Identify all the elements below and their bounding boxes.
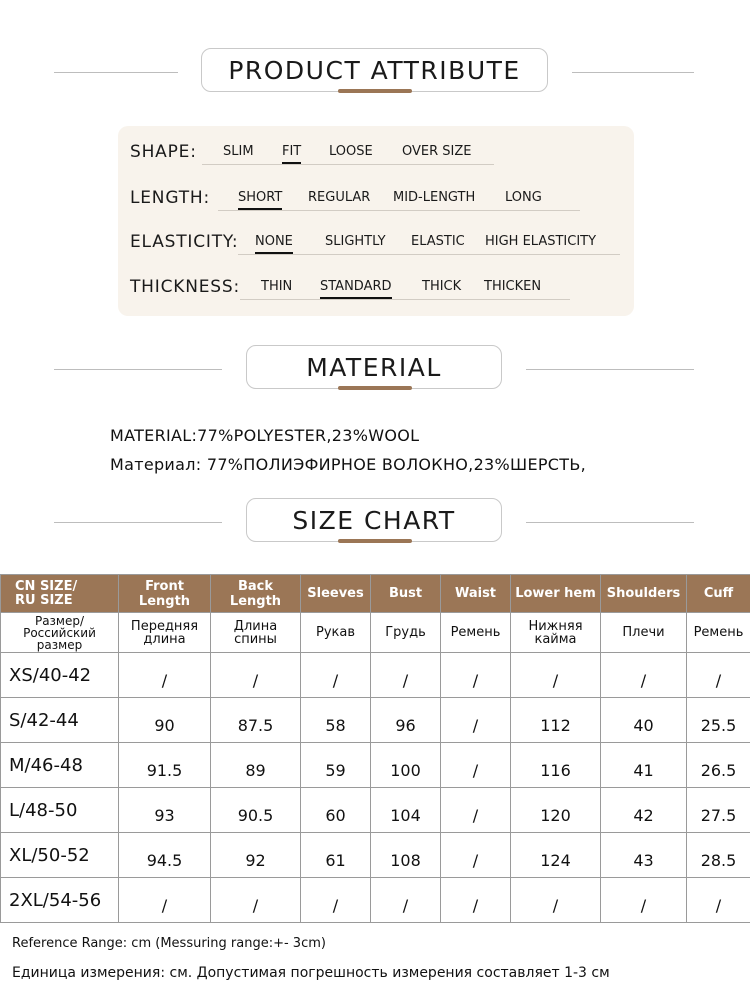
value-cell: / <box>301 653 371 698</box>
size-chart-table <box>0 574 750 923</box>
value-cell: / <box>441 878 511 923</box>
value-cell: 93 <box>119 788 211 833</box>
product-attribute-title: PRODUCT ATTRIBUTE <box>201 48 548 92</box>
attr-label: ELASTICITY: <box>130 232 239 252</box>
value-cell: / <box>441 833 511 878</box>
value-cell: 42 <box>601 788 687 833</box>
value-cell: 104 <box>371 788 441 833</box>
table-row <box>1 788 750 833</box>
header-back-length: Back Length <box>211 575 301 613</box>
attr-option: SLIM <box>223 144 254 159</box>
material-en: MATERIAL:77%POLYESTER,23%WOOL <box>110 426 420 445</box>
value-cell: 27.5 <box>687 788 750 833</box>
value-cell: / <box>441 788 511 833</box>
header-cuff: Cuff <box>687 575 750 613</box>
attr-option: LOOSE <box>329 144 373 159</box>
material-ru: Материал: 77%ПОЛИЭФИРНОЕ ВОЛОКНО,23%ШЕРСТЬ, <box>110 455 587 474</box>
value-cell: 28.5 <box>687 833 750 878</box>
size-cell: M/46-48 <box>1 743 119 788</box>
size-chart-title: SIZE CHART <box>246 498 502 542</box>
attr-option-selected: NONE <box>255 234 293 249</box>
attr-label: SHAPE: <box>130 142 197 162</box>
table-row <box>1 743 750 788</box>
header-cn-ru-size: CN SIZE/ RU SIZE <box>1 575 119 613</box>
value-cell: / <box>211 653 301 698</box>
header-ru-cell: Передняя длина <box>119 613 211 653</box>
value-cell: 59 <box>301 743 371 788</box>
material-title: MATERIAL <box>246 345 502 389</box>
value-cell: / <box>441 698 511 743</box>
value-cell: 94.5 <box>119 833 211 878</box>
value-cell: 112 <box>511 698 601 743</box>
table-header-row <box>1 575 750 613</box>
value-cell: 91.5 <box>119 743 211 788</box>
attr-row-thickness <box>118 273 634 303</box>
attr-option-selected: STANDARD <box>320 279 392 294</box>
header-ru-cell: Нижняя кайма <box>511 613 601 653</box>
value-cell: 58 <box>301 698 371 743</box>
size-cell: XL/50-52 <box>1 833 119 878</box>
attr-label: LENGTH: <box>130 188 210 208</box>
table-row <box>1 833 750 878</box>
header-accent <box>338 539 412 543</box>
header-sleeves: Sleeves <box>301 575 371 613</box>
value-cell: 25.5 <box>687 698 750 743</box>
value-cell: / <box>511 653 601 698</box>
attribute-panel <box>118 126 634 316</box>
attr-rule <box>238 254 620 255</box>
value-cell: 124 <box>511 833 601 878</box>
value-cell: / <box>371 653 441 698</box>
attr-label: THICKNESS: <box>130 277 240 297</box>
attr-rule <box>202 164 494 165</box>
value-cell: 90.5 <box>211 788 301 833</box>
value-cell: / <box>301 878 371 923</box>
size-cell: L/48-50 <box>1 788 119 833</box>
attr-option: SLIGHTLY <box>325 234 386 249</box>
value-cell: / <box>511 878 601 923</box>
header-ru-cell: Плечи <box>601 613 687 653</box>
attr-option: OVER SIZE <box>402 144 472 159</box>
header-rule-left <box>54 369 222 370</box>
value-cell: 43 <box>601 833 687 878</box>
value-cell: 120 <box>511 788 601 833</box>
value-cell: 87.5 <box>211 698 301 743</box>
value-cell: / <box>687 653 750 698</box>
table-row <box>1 698 750 743</box>
value-cell: / <box>211 878 301 923</box>
header-ru-cell: Рукав <box>301 613 371 653</box>
attr-row-shape <box>118 138 634 168</box>
attr-option: MID-LENGTH <box>393 190 476 205</box>
header-rule-right <box>526 369 694 370</box>
value-cell: 60 <box>301 788 371 833</box>
attr-option-selected: SHORT <box>238 190 283 205</box>
header-accent <box>338 386 412 390</box>
value-cell: / <box>119 878 211 923</box>
size-chart-header <box>0 498 750 548</box>
header-front-length: Front Length <box>119 575 211 613</box>
table-row <box>1 878 750 923</box>
header-rule-right <box>572 72 694 73</box>
value-cell: / <box>601 653 687 698</box>
header-ru-cell: Длина спины <box>211 613 301 653</box>
value-cell: 26.5 <box>687 743 750 788</box>
header-lower-hem: Lower hem <box>511 575 601 613</box>
header-rule-left <box>54 522 222 523</box>
value-cell: / <box>441 743 511 788</box>
reference-range-ru: Единица измерения: см. Допустимая погрешность измерения составляет 1-3 см <box>12 965 610 981</box>
attr-rule <box>240 299 570 300</box>
value-cell: / <box>119 653 211 698</box>
attr-rule <box>218 210 580 211</box>
header-ru-cell: Ремень <box>687 613 750 653</box>
attr-row-length <box>118 184 634 214</box>
header-ru-cell: Ремень <box>441 613 511 653</box>
attr-option: THICK <box>422 279 462 294</box>
size-cell: 2XL/54-56 <box>1 878 119 923</box>
size-cell: XS/40-42 <box>1 653 119 698</box>
size-cell: S/42-44 <box>1 698 119 743</box>
value-cell: / <box>687 878 750 923</box>
reference-range-en: Reference Range: cm (Messuring range:+- 3cm) <box>12 936 326 951</box>
header-shoulders: Shoulders <box>601 575 687 613</box>
table-header-ru-row <box>1 613 750 653</box>
value-cell: 61 <box>301 833 371 878</box>
header-waist: Waist <box>441 575 511 613</box>
product-attribute-header <box>0 48 750 98</box>
header-rule-right <box>526 522 694 523</box>
attr-option: THICKEN <box>484 279 542 294</box>
attr-option: THIN <box>261 279 293 294</box>
value-cell: / <box>441 653 511 698</box>
value-cell: 40 <box>601 698 687 743</box>
attr-option: HIGH ELASTICITY <box>485 234 597 249</box>
value-cell: 89 <box>211 743 301 788</box>
value-cell: / <box>371 878 441 923</box>
attr-option: REGULAR <box>308 190 371 205</box>
attr-option: LONG <box>505 190 542 205</box>
value-cell: 100 <box>371 743 441 788</box>
attr-row-elasticity <box>118 228 634 258</box>
value-cell: 96 <box>371 698 441 743</box>
header-bust: Bust <box>371 575 441 613</box>
material-header <box>0 345 750 395</box>
table-row <box>1 653 750 698</box>
header-rule-left <box>54 72 178 73</box>
value-cell: 108 <box>371 833 441 878</box>
value-cell: 116 <box>511 743 601 788</box>
header-ru-cell: Грудь <box>371 613 441 653</box>
value-cell: 90 <box>119 698 211 743</box>
header-accent <box>338 89 412 93</box>
header-ru-size: Размер/ Российский размер <box>1 613 119 653</box>
value-cell: 41 <box>601 743 687 788</box>
attr-option-selected: FIT <box>282 144 302 159</box>
attr-option: ELASTIC <box>411 234 465 249</box>
value-cell: 92 <box>211 833 301 878</box>
value-cell: / <box>601 878 687 923</box>
